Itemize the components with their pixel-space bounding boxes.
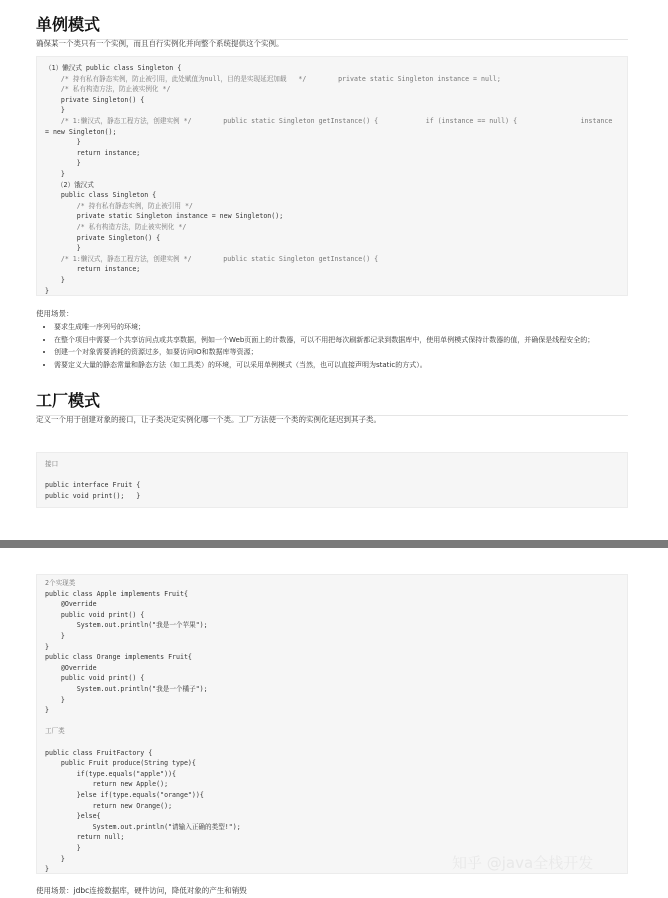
factory-usage: 使用场景：jdbc连接数据库，硬件访问，降低对象的产生和销毁 (36, 886, 247, 895)
code-line: public Fruit produce(String type){ (45, 759, 196, 768)
usage-list-item: • 创建一个对象需要消耗的资源过多，如要访问IO和数据库等资源； (54, 347, 644, 358)
usage-list-item: • 要求生成唯一序列号的环境； (54, 322, 644, 333)
code-line: } (45, 642, 49, 651)
code-line: public class Singleton { (45, 191, 157, 200)
code-line: /* 私有构造方法，防止被实例化 */ (45, 85, 171, 94)
code-line: } (45, 276, 65, 284)
watermark-text: 知乎 @java全栈开发 (452, 854, 594, 872)
factory-interface-code-block (36, 452, 628, 508)
code-line: return new Apple(); (45, 780, 169, 789)
code-line: public interface Fruit { (45, 481, 141, 490)
code-line: public class FruitFactory { (45, 748, 153, 757)
factory-description: 定义一个用于创建对象的接口，让子类决定实例化哪一个类。工厂方法使一个类的实例化延迟到其子类。 (36, 415, 381, 424)
code-line: 2个实现类 (45, 579, 76, 587)
code-line: /* 1:懒汉式，静态工程方法，创建实例 */ public static Singleton getInstance() { if (instance == null) { instance (45, 117, 613, 125)
code-line: /* 持有私有静态实例，防止被引用，此处赋值为null，目的是实现延迟加载 */ private static Singleton instance = null; (45, 74, 501, 83)
code-line: } (45, 159, 81, 168)
code-line: @Override (45, 663, 97, 672)
code-line: } (45, 854, 65, 863)
code-line: System.out.println("我是一个橘子"); (45, 685, 208, 693)
code-line: return null; (45, 833, 125, 842)
code-line: System.out.println("我是一个苹果"); (45, 621, 208, 630)
code-line: （2）饿汉式 (45, 180, 94, 189)
code-line: } (45, 138, 81, 147)
code-line: } (45, 695, 65, 704)
usage-list (36, 322, 644, 372)
code-line: private Singleton() { (45, 233, 161, 242)
code-line: public class Orange implements Fruit{ (45, 653, 192, 662)
usage-list-item: • 需要定义大量的静态常量和静态方法（如工具类）的环境，可以采用单例模式（当然，也可以直接声明为static的方式）。 (54, 360, 644, 371)
code-line: } (45, 706, 49, 715)
factory-heading: 工厂模式 (36, 388, 628, 416)
singleton-heading: 单例模式 (36, 12, 628, 40)
singleton-code-block (36, 56, 628, 296)
code-line: public void print() { (45, 610, 145, 619)
usage-label: 使用场景： (36, 309, 74, 318)
code-line: } (45, 170, 65, 178)
code-line: = new Singleton(); (45, 127, 117, 136)
code-line: } (45, 632, 65, 640)
code-line: public class Apple implements Fruit{ (45, 589, 188, 598)
code-line: 接口 (45, 460, 59, 468)
code-line: } (45, 286, 49, 295)
page-divider (0, 540, 668, 548)
code-line: return instance; (45, 265, 141, 274)
code-line: }else{ (45, 812, 101, 821)
code-line: private Singleton() { (45, 95, 145, 104)
code-line: @Override (45, 600, 97, 609)
code-line: /* 私有构造方法，防止被实例化 */ (45, 223, 187, 231)
code-line: } (45, 865, 49, 874)
code-line: public void print() { (45, 674, 145, 683)
code-line: if(type.equals("apple")){ (45, 769, 177, 778)
code-line: return new Orange(); (45, 801, 173, 810)
factory-impl-code-block (36, 574, 628, 874)
code-line: return instance; (45, 148, 141, 157)
code-line: private static Singleton instance = new Singleton(); (45, 212, 284, 221)
code-line: }else if(type.equals("orange")){ (45, 791, 204, 799)
usage-list-item: • 在整个项目中需要一个共享访问点或共享数据，例如一个Web页面上的计数器，可以不用把每次刷新都记录到数据库中，使用单例模式保持计数器的值，并确保是线程安全的； (54, 335, 644, 346)
code-line: 工厂类 (45, 727, 65, 736)
code-line: } (45, 844, 81, 852)
code-line: } (45, 244, 81, 253)
code-line: } (45, 106, 65, 115)
document-page-bottom (0, 548, 668, 898)
code-line: /* 1:懒汉式，静态工程方法，创建实例 */ public static Singleton getInstance() { (45, 254, 379, 263)
code-line: /* 持有私有静态实例，防止被引用 */ (45, 201, 193, 210)
singleton-description: 确保某一个类只有一个实例，而且自行实例化并向整个系统提供这个实例。 (36, 39, 284, 48)
code-line: public void print(); } (45, 491, 141, 500)
code-line: System.out.println("请输入正确的类型!"); (45, 822, 241, 831)
code-line: （1）懒汉式 public class Singleton { (45, 64, 182, 72)
